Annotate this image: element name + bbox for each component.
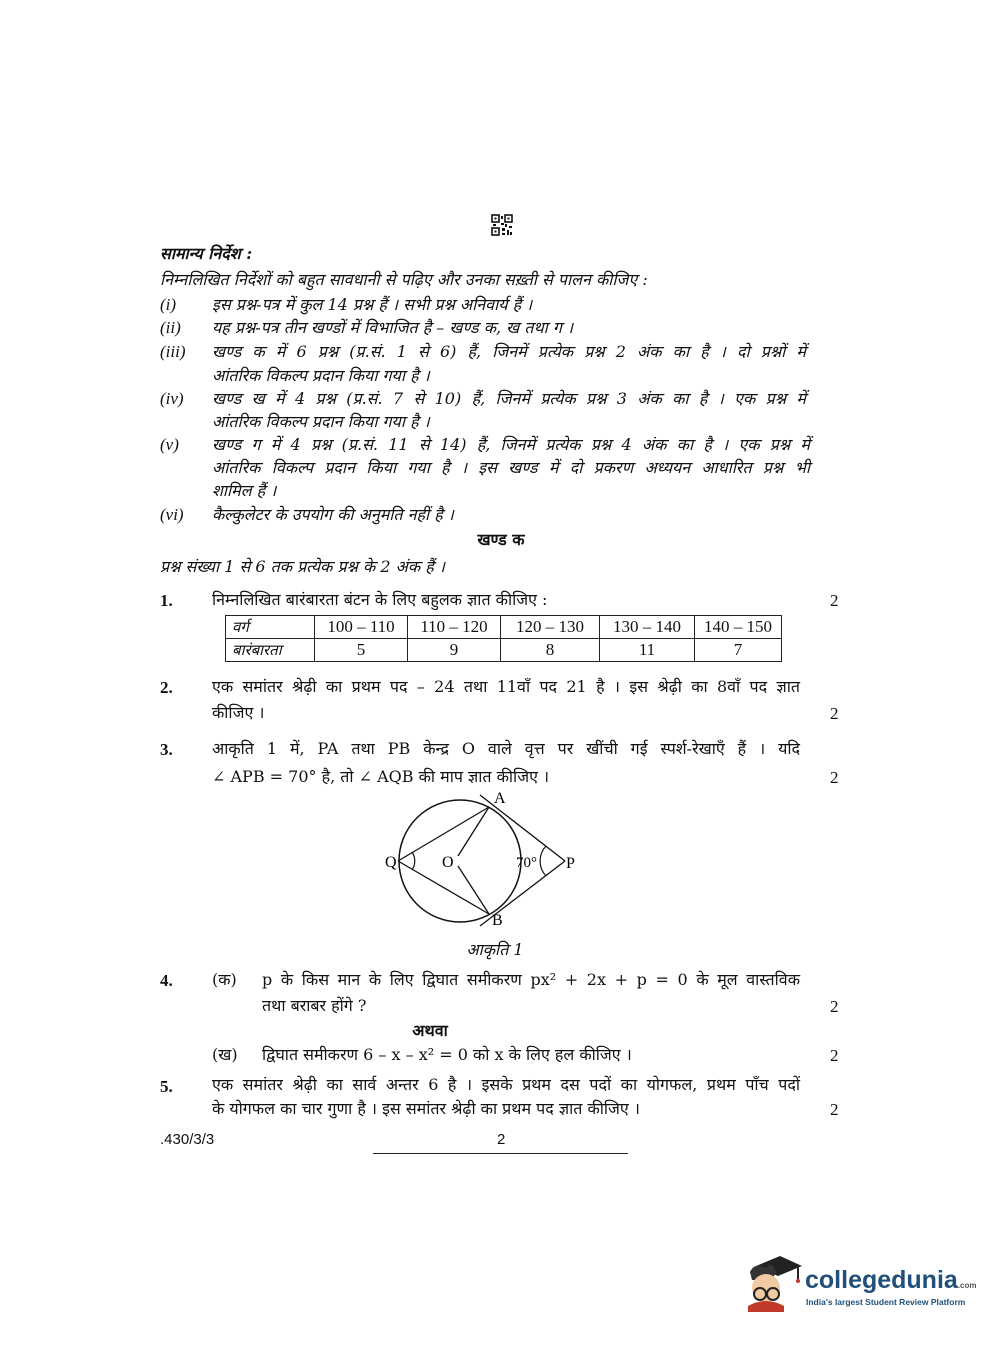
question-text: द्विघात समीकरण 6 – x – x² = 0 को x के लिए हल कीजिए । xyxy=(262,1045,632,1064)
table-cell: 11 xyxy=(600,639,695,662)
item-num: (vi) xyxy=(160,505,184,524)
question-text: कीजिए । xyxy=(212,703,265,722)
table-cell: वर्ग xyxy=(226,616,315,639)
label-o: O xyxy=(442,854,454,871)
paper-code: .430/3/3 xyxy=(160,1131,215,1148)
instructions-heading: सामान्य निर्देश : xyxy=(160,244,253,263)
item-text: खण्ड क में 6 प्रश्न (प्र.सं. 1 से 6) हैं, जिनमें प्रत्येक प्रश्न 2 अंक का है । दो प्रश्नों में xyxy=(212,342,806,361)
item-text: आंतरिक विकल्प प्रदान किया गया है । xyxy=(212,412,430,431)
instructions-intro: निम्नलिखित निर्देशों को बहुत सावधानी से पढ़िए और उनका सख़्ती से पालन कीजिए : xyxy=(160,270,648,289)
item-text: आंतरिक विकल्प प्रदान किया गया है । xyxy=(212,366,430,385)
table-cell: 120 – 130 xyxy=(501,616,600,639)
tangent-pa xyxy=(480,795,565,861)
footer-rule xyxy=(373,1153,628,1154)
page-number: 2 xyxy=(497,1131,506,1148)
or-separator: अथवा xyxy=(412,1021,448,1040)
question-marks: 2 xyxy=(830,1046,839,1065)
question-number: 2. xyxy=(160,678,173,697)
question-text: तथा बराबर होंगे ? xyxy=(262,996,367,1015)
section-title: खण्ड क xyxy=(477,530,525,549)
table-cell: 5 xyxy=(315,639,408,662)
logo-com: .com xyxy=(957,1281,977,1290)
circle xyxy=(399,800,521,922)
table-row xyxy=(226,639,782,662)
table-cell: बारंबारता xyxy=(226,639,315,662)
question-number: 5. xyxy=(160,1077,173,1096)
question-text: एक समांतर श्रेढ़ी का प्रथम पद – 24 तथा 11वाँ पद 21 है । इस श्रेढ़ी का 8वाँ पद ज्ञात xyxy=(212,677,800,696)
label-p: P xyxy=(566,855,575,872)
tangent-circle-figure xyxy=(370,790,600,940)
table-cell: 7 xyxy=(695,639,782,662)
qr-code-icon xyxy=(491,214,513,236)
item-num: (ii) xyxy=(160,318,181,337)
question-number: 3. xyxy=(160,740,173,759)
item-num: (iv) xyxy=(160,389,184,408)
angle-arc-q xyxy=(412,852,415,870)
item-text: यह प्रश्न-पत्र तीन खण्डों में विभाजित है – खण्ड क, ख तथा ग । xyxy=(212,318,574,337)
item-text: खण्ड ग में 4 प्रश्न (प्र.सं. 11 से 14) हैं, जिनमें प्रत्येक प्रश्न 4 अंक का है । एक प्रश्न में xyxy=(212,435,810,454)
logo-name: collegedunia xyxy=(805,1266,958,1294)
frequency-table xyxy=(225,615,782,662)
table-cell: 9 xyxy=(408,639,501,662)
logo-wordmark xyxy=(805,1266,976,1295)
figure-caption: आकृति 1 xyxy=(466,940,524,959)
label-q: Q xyxy=(385,854,397,871)
item-num: (i) xyxy=(160,295,177,314)
table-cell: 100 – 110 xyxy=(315,616,408,639)
item-text: आंतरिक विकल्प प्रदान किया गया है । इस खण्ड में दो प्रकरण अध्ययन आधारित प्रश्न भी xyxy=(212,458,810,477)
radius-oa xyxy=(458,807,489,856)
section-note: प्रश्न संख्या 1 से 6 तक प्रत्येक प्रश्न के 2 अंक हैं । xyxy=(160,557,445,576)
question-marks: 2 xyxy=(830,1100,839,1119)
table-cell: 130 – 140 xyxy=(600,616,695,639)
angle-arc-p xyxy=(540,846,546,876)
option-label: (ख) xyxy=(212,1045,238,1064)
logo-tagline: India's largest Student Review Platform xyxy=(806,1297,966,1307)
item-text: खण्ड ख में 4 प्रश्न (प्र.सं. 7 से 10) हैं, जिनमें प्रत्येक प्रश्न 3 अंक का है । एक प्रश्न में xyxy=(212,389,806,408)
item-num: (iii) xyxy=(160,342,186,361)
question-text: p के किस मान के लिए द्विघात समीकरण px² + 2x + p = 0 के मूल वास्तविक xyxy=(262,970,800,989)
question-marks: 2 xyxy=(830,591,839,610)
question-text: एक समांतर श्रेढ़ी का सार्व अन्तर 6 है । इसके प्रथम दस पदों का योगफल, प्रथम पाँच पदों xyxy=(212,1075,800,1094)
label-a: A xyxy=(494,790,506,807)
question-text: के योगफल का चार गुणा है । इस समांतर श्रेढ़ी का प्रथम पद ज्ञात कीजिए । xyxy=(212,1099,640,1118)
option-label: (क) xyxy=(212,970,237,989)
collegedunia-mascot-icon xyxy=(742,1250,804,1312)
question-marks: 2 xyxy=(830,768,839,787)
table-row xyxy=(226,616,782,639)
chord-qa xyxy=(398,807,489,861)
question-number: 1. xyxy=(160,591,173,610)
question-text: ∠ APB = 70° है, तो ∠ AQB की माप ज्ञात कीजिए । xyxy=(212,767,550,786)
question-text: आकृति 1 में, PA तथा PB केन्द्र O वाले वृत्त पर खींची गई स्पर्श-रेखाएँ हैं । यदि xyxy=(212,739,800,758)
item-num: (v) xyxy=(160,435,179,454)
question-text: निम्नलिखित बारंबारता बंटन के लिए बहुलक ज्ञात कीजिए : xyxy=(212,590,548,609)
table-cell: 8 xyxy=(501,639,600,662)
item-text: कैल्कुलेटर के उपयोग की अनुमति नहीं है । xyxy=(212,505,454,524)
question-marks: 2 xyxy=(830,704,839,723)
item-text: शामिल हैं । xyxy=(212,481,277,500)
table-cell: 110 – 120 xyxy=(408,616,501,639)
question-number: 4. xyxy=(160,971,173,990)
question-marks: 2 xyxy=(830,997,839,1016)
radius-ob xyxy=(458,866,489,914)
label-b: B xyxy=(492,912,503,929)
angle-label: 70° xyxy=(516,855,537,871)
table-cell: 140 – 150 xyxy=(695,616,782,639)
item-text: इस प्रश्न-पत्र में कुल 14 प्रश्न हैं । सभी प्रश्न अनिवार्य हैं । xyxy=(212,295,533,314)
